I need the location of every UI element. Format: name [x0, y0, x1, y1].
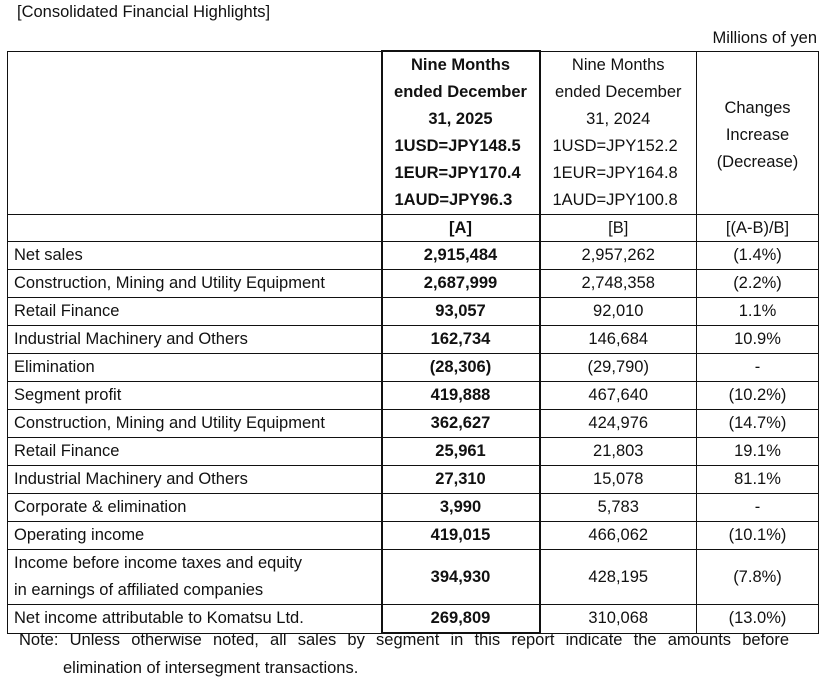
- value-prior: 2,957,262: [540, 242, 697, 270]
- row-label: Retail Finance: [8, 298, 382, 326]
- row-label: Operating income: [8, 522, 382, 550]
- row-label: [8, 550, 382, 605]
- table-row: [8, 494, 819, 522]
- row-label: Construction, Mining and Utility Equipment: [8, 410, 382, 438]
- value-change: (14.7%): [697, 410, 819, 438]
- table-row: [8, 298, 819, 326]
- value-change: (1.4%): [697, 242, 819, 270]
- column-b-key: [B]: [540, 215, 697, 242]
- table-row: [8, 270, 819, 298]
- value-current: (28,306): [382, 354, 540, 382]
- header-blank-cell: [8, 51, 382, 215]
- value-prior: 310,068: [540, 605, 697, 634]
- col-b-line: Nine Months: [571, 55, 665, 74]
- header-row: [8, 51, 819, 215]
- row-label: Corporate & elimination: [8, 494, 382, 522]
- value-change: 19.1%: [697, 438, 819, 466]
- value-prior: 466,062: [540, 522, 697, 550]
- value-prior: 2,748,358: [540, 270, 697, 298]
- value-current: 269,809: [382, 605, 540, 634]
- row-label: Segment profit: [8, 382, 382, 410]
- row-label-line: Income before income taxes and equity: [14, 554, 303, 572]
- table-row-segment-profit: [8, 382, 819, 410]
- value-prior: 92,010: [540, 298, 697, 326]
- table-row-income-before-taxes: [8, 550, 819, 605]
- col-a-fx-aud: 1AUD=JPY96.3: [394, 191, 513, 209]
- col-b-line: ended December: [554, 82, 682, 101]
- value-prior: 428,195: [540, 550, 697, 605]
- value-current: 25,961: [382, 438, 540, 466]
- value-change: -: [697, 494, 819, 522]
- table-row: [8, 410, 819, 438]
- value-prior: 5,783: [540, 494, 697, 522]
- section-heading: [Consolidated Financial Highlights]: [17, 3, 271, 21]
- value-current: 362,627: [382, 410, 540, 438]
- row-label: Elimination: [8, 354, 382, 382]
- value-current: 2,915,484: [382, 242, 540, 270]
- value-current: 27,310: [382, 466, 540, 494]
- value-change: -: [697, 354, 819, 382]
- table-row-net-sales: [8, 242, 819, 270]
- column-a-key: [A]: [382, 215, 540, 242]
- col-a-fx-eur: 1EUR=JPY170.4: [394, 164, 521, 182]
- row-label: Construction, Mining and Utility Equipment: [8, 270, 382, 298]
- col-b-fx-aud: 1AUD=JPY100.8: [552, 190, 678, 209]
- table-row-operating-income: [8, 522, 819, 550]
- financial-highlights-table: [7, 50, 819, 634]
- value-current: 3,990: [382, 494, 540, 522]
- value-change: (7.8%): [697, 550, 819, 605]
- value-change: (2.2%): [697, 270, 819, 298]
- footnote: [19, 626, 789, 682]
- column-a-header: [382, 51, 540, 215]
- row-label: Industrial Machinery and Others: [8, 466, 382, 494]
- value-current: 419,015: [382, 522, 540, 550]
- table-row: [8, 326, 819, 354]
- value-current: 419,888: [382, 382, 540, 410]
- value-change: 10.9%: [697, 326, 819, 354]
- footnote-line-1: Note: Unless otherwise noted, all sales by segment in this report indicate the amounts before: [19, 631, 789, 649]
- row-label: Industrial Machinery and Others: [8, 326, 382, 354]
- col-a-line: ended December: [394, 83, 527, 101]
- key-blank-cell: [8, 215, 382, 242]
- row-label: Net sales: [8, 242, 382, 270]
- value-change: (10.2%): [697, 382, 819, 410]
- col-a-line: Nine Months: [411, 56, 510, 74]
- col-b-fx-usd: 1USD=JPY152.2: [552, 136, 678, 155]
- column-key-row: [8, 215, 819, 242]
- value-change: 81.1%: [697, 466, 819, 494]
- table-row: [8, 466, 819, 494]
- value-prior: 21,803: [540, 438, 697, 466]
- column-c-key: [(A-B)/B]: [697, 215, 819, 242]
- footnote-line-2: elimination of intersegment transactions.: [63, 659, 359, 677]
- value-current: 2,687,999: [382, 270, 540, 298]
- value-prior: 424,976: [540, 410, 697, 438]
- value-prior: 146,684: [540, 326, 697, 354]
- col-a-fx-usd: 1USD=JPY148.5: [394, 137, 521, 155]
- value-current: 394,930: [382, 550, 540, 605]
- row-label: Net income attributable to Komatsu Ltd.: [8, 605, 382, 634]
- value-prior: 467,640: [540, 382, 697, 410]
- col-b-line: 31, 2024: [586, 109, 651, 128]
- col-a-line: 31, 2025: [428, 110, 493, 128]
- col-c-line: (Decrease): [716, 152, 799, 171]
- row-label-line: in earnings of affiliated companies: [14, 581, 264, 599]
- col-b-fx-eur: 1EUR=JPY164.8: [552, 163, 678, 182]
- unit-label: Millions of yen: [712, 29, 817, 47]
- table-row: [8, 438, 819, 466]
- value-change: 1.1%: [697, 298, 819, 326]
- value-current: 93,057: [382, 298, 540, 326]
- column-b-header: [540, 51, 697, 215]
- col-c-line: Changes: [724, 98, 791, 117]
- row-label: Retail Finance: [8, 438, 382, 466]
- value-change: (13.0%): [697, 605, 819, 634]
- value-current: 162,734: [382, 326, 540, 354]
- col-c-line: Increase: [725, 125, 790, 144]
- value-prior: 15,078: [540, 466, 697, 494]
- value-prior: (29,790): [540, 354, 697, 382]
- value-change: (10.1%): [697, 522, 819, 550]
- column-c-header: [697, 51, 819, 215]
- table-row: [8, 354, 819, 382]
